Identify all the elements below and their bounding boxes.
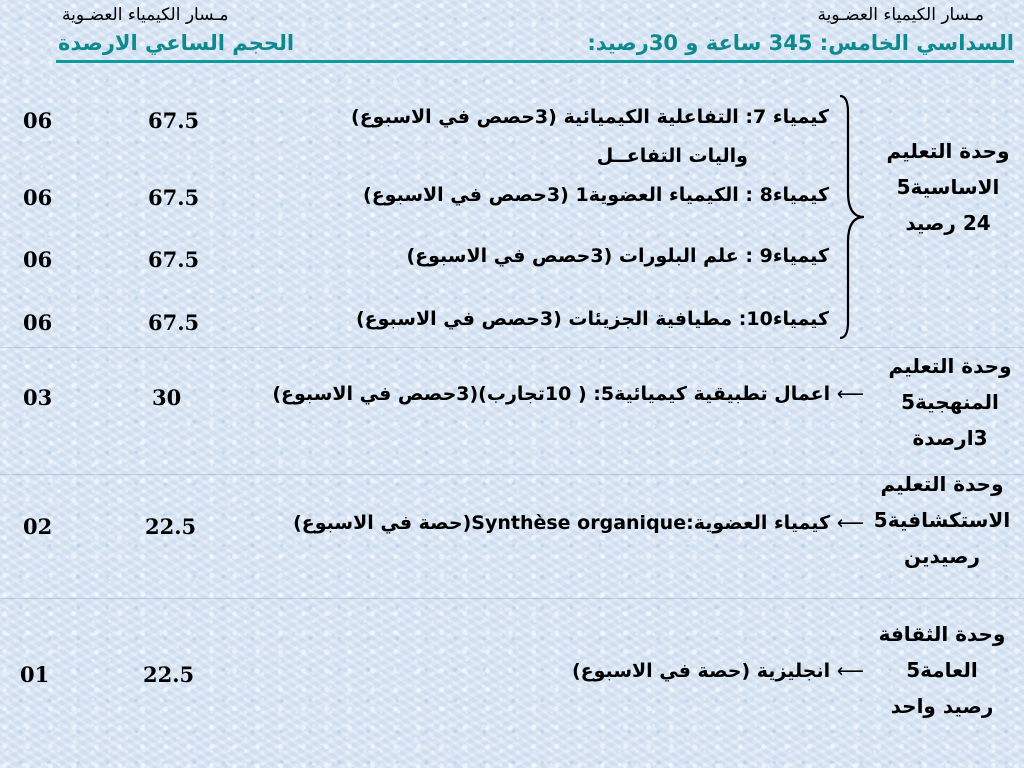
course-hours: 67.5 [148, 108, 200, 133]
unit-discovery-line2: الاستكشافية5 [873, 508, 1011, 532]
unit-general-culture-line1: وحدة الثقافة [878, 622, 1006, 646]
course-credits: 06 [23, 310, 53, 335]
course-english [572, 660, 864, 682]
course-practical-chem5 [272, 383, 864, 405]
course-credits: 06 [23, 185, 53, 210]
course-hours: 22.5 [143, 662, 195, 687]
unit-general-culture-line2: العامة5 [906, 658, 978, 682]
course-hours: 67.5 [148, 185, 200, 210]
course-credits: 06 [23, 247, 53, 272]
course-chem9: كيمياء9 : علم البلورات (3حصص في الاسبوع) [406, 245, 829, 267]
course-practical-chem5-label: اعمال تطبيقية كيميائية5: ( 10تجارب)(3حصص في الاسبوع) [272, 383, 831, 405]
course-hours: 30 [152, 385, 182, 410]
semester-heading: السداسي الخامس: 345 ساعة و 30رصيد: [587, 31, 1014, 55]
course-chem8: كيمياء8 : الكيمياء العضوية1 (3حصص في الاسبوع) [363, 184, 829, 206]
unit-discovery [862, 466, 1022, 574]
course-organic-synthesis [293, 512, 864, 534]
unit-discovery-line3: رصيدين [903, 544, 981, 568]
course-chem10: كيمياء10: مطيافية الجزيئات (3حصص في الاسبوع) [355, 308, 829, 330]
course-chem7-line2: واليات التفاعــل [596, 145, 748, 167]
course-organic-synthesis-label: كيمياء العضوية:Synthèse organique(حصة في الاسبوع) [293, 512, 831, 534]
track-title-left: مـسار الكيمياء العضـوية [62, 5, 229, 25]
course-credits: 06 [23, 108, 53, 133]
track-title-right: مـسار الكيمياء العضـوية [817, 5, 984, 25]
course-credits: 02 [23, 514, 53, 539]
arrow-left-icon: ⟵ [836, 383, 864, 405]
course-chem7: كيمياء 7: التفاعلية الكيميائية (3حصص في الاسبوع) [351, 106, 829, 128]
unit-general-culture-line3: رصيد واحد [890, 694, 994, 718]
course-credits: 01 [20, 662, 50, 687]
unit-methodology-line3: 3ارصدة [912, 426, 988, 450]
unit-fundamental-line1: وحدة التعليم [886, 139, 1010, 163]
course-english-label: انجليزية (حصة في الاسبوع) [571, 660, 831, 682]
unit-fundamental [868, 133, 1024, 241]
unit-fundamental-line3: 24 رصيد [905, 211, 991, 235]
unit-general-culture [862, 616, 1022, 724]
section-divider [0, 598, 1024, 599]
unit-discovery-line1: وحدة التعليم [880, 472, 1004, 496]
course-credits: 03 [23, 385, 53, 410]
course-hours: 67.5 [148, 310, 200, 335]
unit-methodology [870, 348, 1024, 456]
unit-fundamental-line2: الاساسية5 [896, 175, 1000, 199]
course-hours: 67.5 [148, 247, 200, 272]
volume-heading: الحجم الساعي الارصدة [58, 31, 295, 55]
course-hours: 22.5 [145, 514, 197, 539]
header-underline [56, 60, 1014, 63]
curly-brace-icon [832, 92, 872, 342]
arrow-left-icon: ⟵ [836, 660, 864, 682]
unit-methodology-line1: وحدة التعليم [888, 354, 1012, 378]
unit-methodology-line2: المنهجية5 [901, 390, 999, 414]
arrow-left-icon: ⟵ [836, 512, 864, 534]
